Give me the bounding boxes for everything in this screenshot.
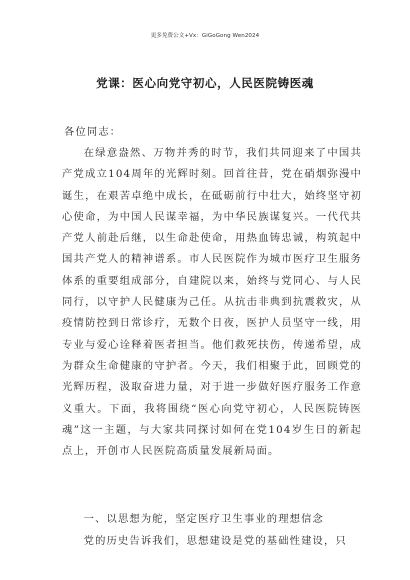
document-title: 党课：医心向党守初心，人民医院铸医魂	[96, 76, 314, 90]
section-heading-1: 一、以思想为舵，坚定医疗卫生事业的理想信念	[83, 513, 325, 525]
header-note: 更多免费公文+Vx：GiGoGong Wen2024	[150, 33, 260, 39]
paragraph-intro: 在绿意盎然、万物并秀的时节，我们共同迎来了中国共产党成立104周年的光辉时刻。回首往昔，党在硝烟弥漫中诞生，在艰苦卓绝中成长，在砥砺前行中壮大，始终坚守初心使命，为中国人民谋幸福，为中华民族谋复兴。一代代共产党人前赴后继，以生命赴使命，用热血铸忠诚，构筑起中国共产党人的精神谱系。市人民医院作为城市医疗卫生服务体系的重要组成部分，自建院以来，始终与党同心、与人民同行，以守护人民健康为己任。从抗击非典到抗震救灾，从疫情防控到日常诊疗，无数个日夜，医护人员坚守一线，用专业与爱心诠释着医者担当。他们救死扶伤，传递希望，成为群众生命健康的守护者。今天，我们相聚于此，回顾党的光辉历程，汲取奋进力量，对于进一步做好医疗服务工作意义重大。下面，我将围绕“医心向党守初心，人民医院铸医魂”这一主题，与大家共同探讨如何在党104岁生日的新起点上，开创市人民医院高质量发展新局面。	[62, 147, 362, 458]
paragraph-section-1: 党的历史告诉我们，思想建设是党的基础性建设，只	[83, 535, 347, 547]
salutation: 各位同志：	[64, 126, 122, 138]
